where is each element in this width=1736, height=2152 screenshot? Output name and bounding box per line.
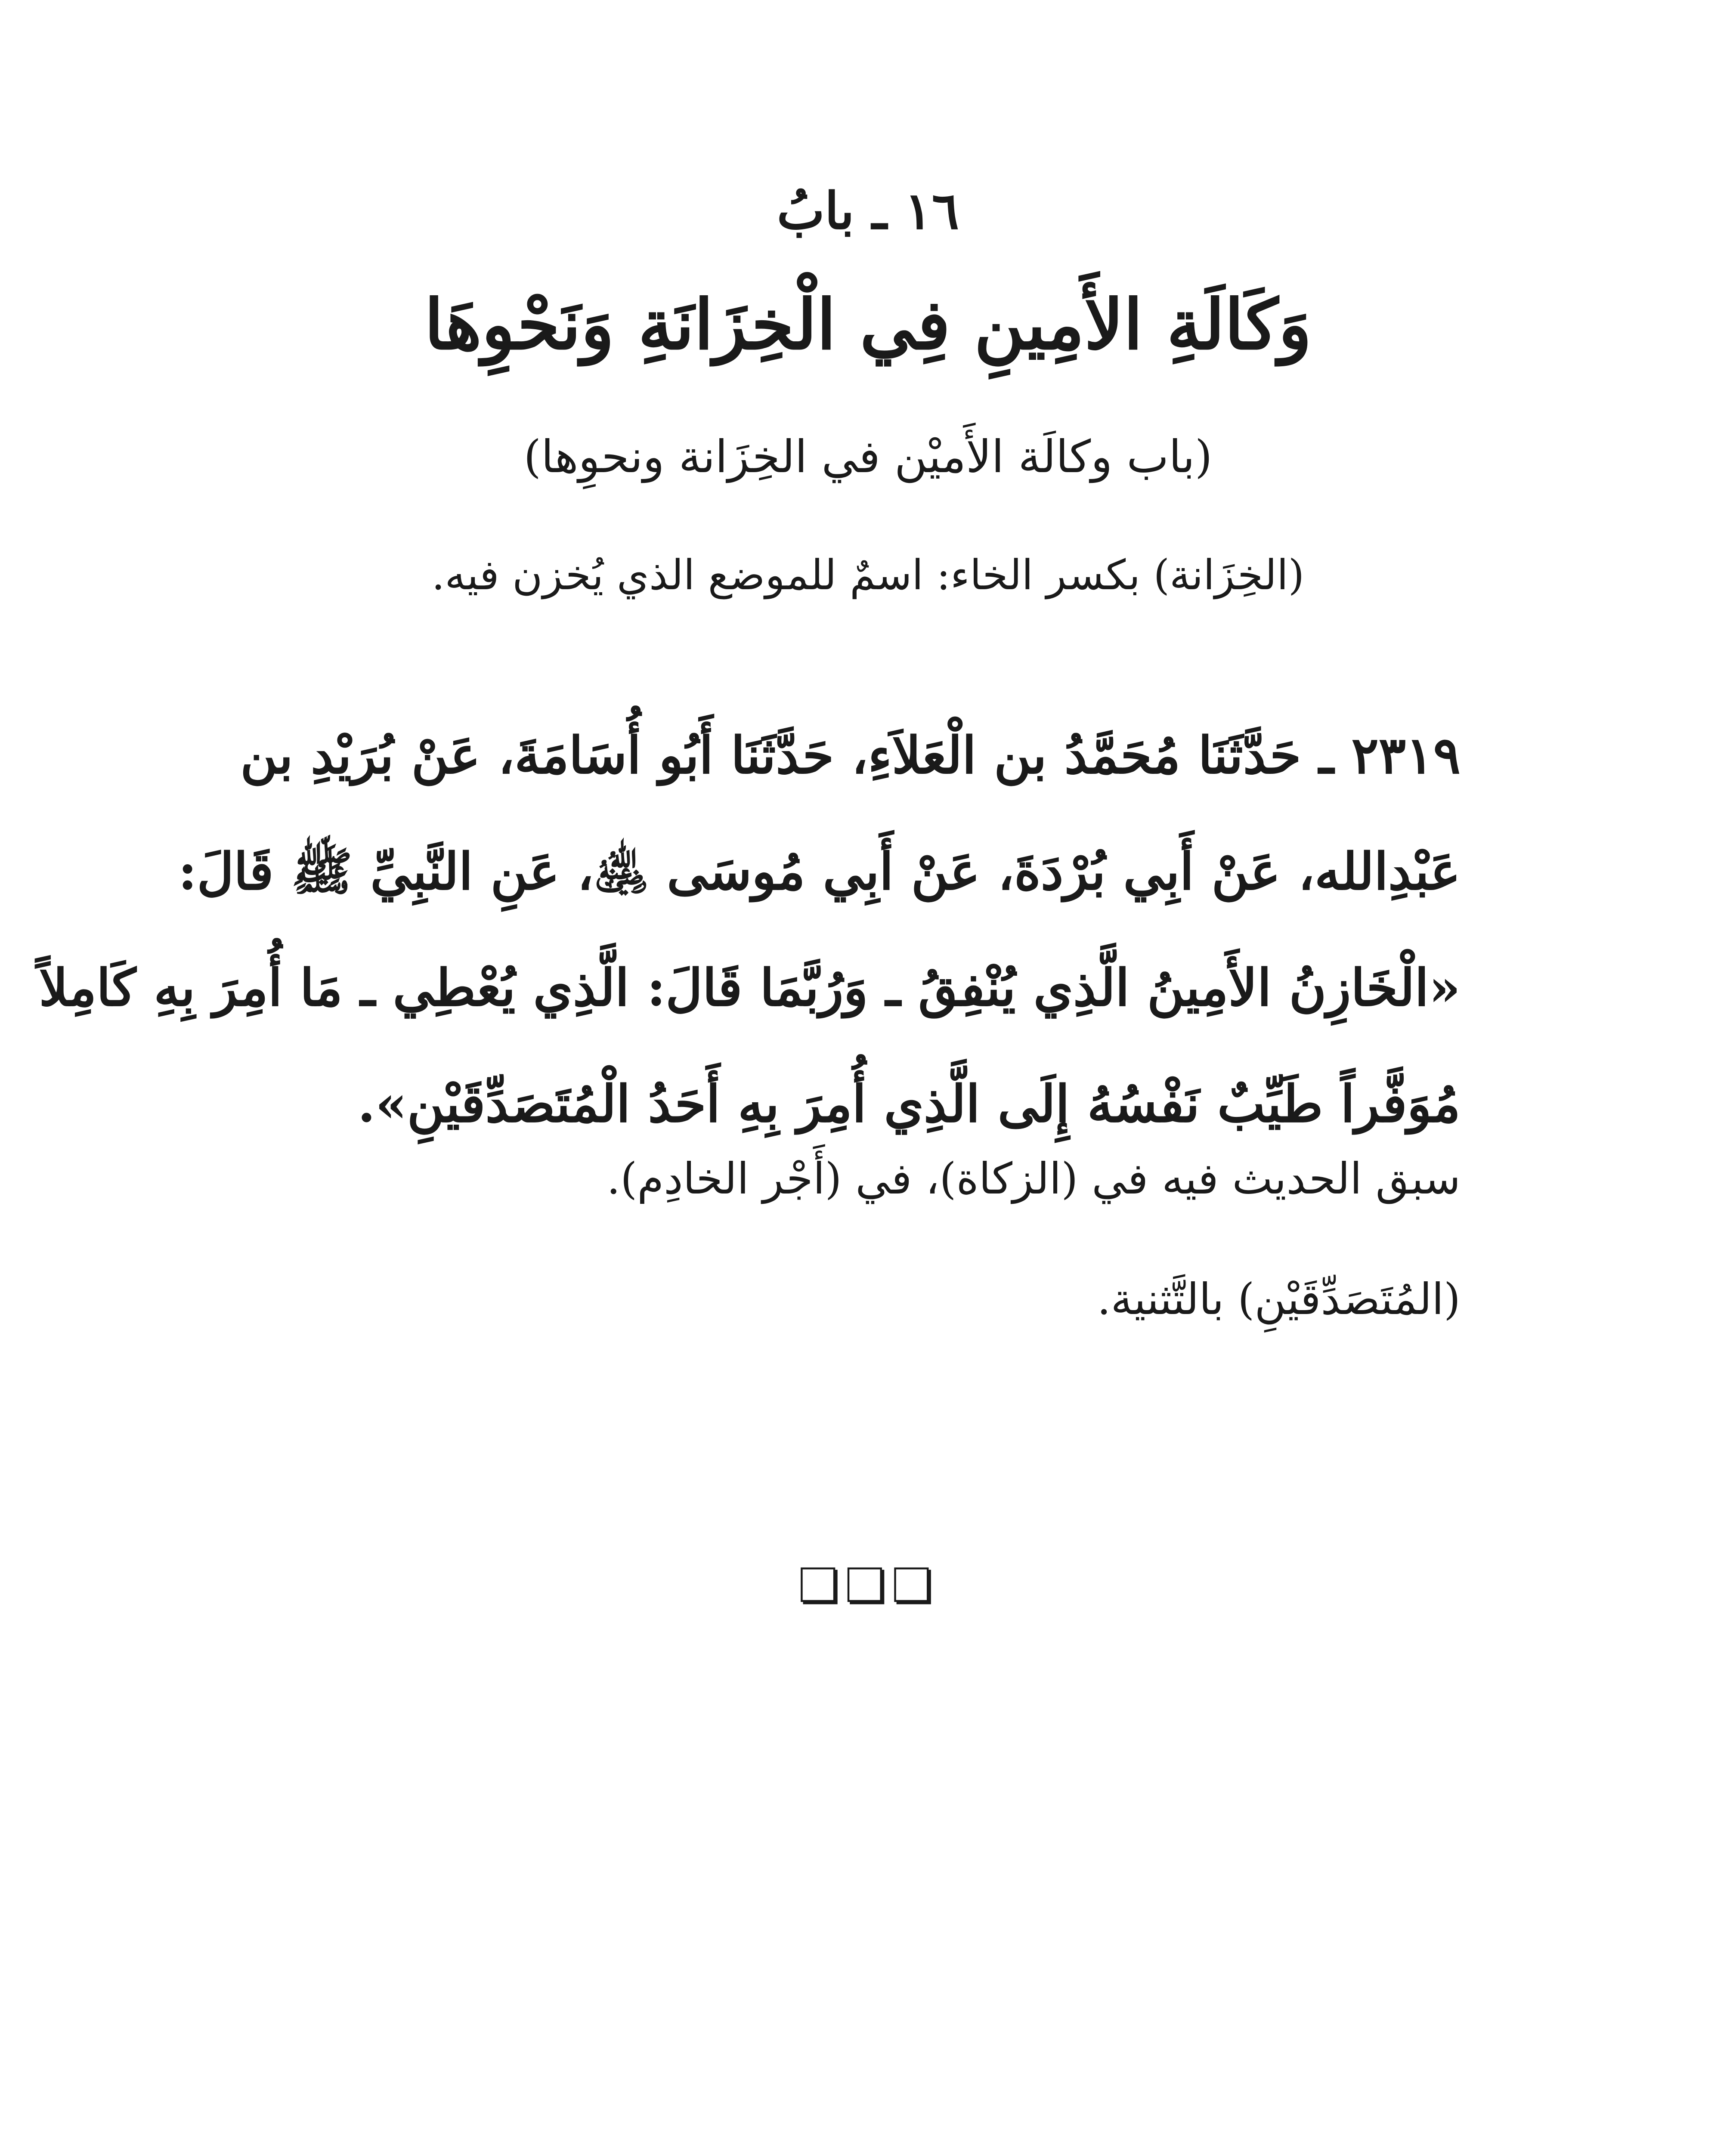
chapter-label: ١٦ ـ بابُ bbox=[777, 181, 959, 241]
hadith-line: ٢٣١٩ ـ حَدَّثَنَا مُحَمَّدُ بن الْعَلاَءِ، حَدَّثَنَا أَبُو أُسَامَةَ، عَنْ بُرَيْدِ بن bbox=[240, 725, 1461, 785]
hadith-line: «الْخَازِنُ الأَمِينُ الَّذِي يُنْفِقُ ـ وَرُبَّمَا قَالَ: الَّذِي يُعْطِي ـ مَا أُمِرَ بِهِ كَامِلاً bbox=[39, 958, 1461, 1017]
chapter-heading: وَكَالَةِ الأَمِينِ فِي الْخِزَانَةِ وَنَحْوِهَا bbox=[424, 284, 1312, 365]
hadith-line: عَبْدِالله، عَنْ أَبِي بُرْدَةَ، عَنْ أَبِي مُوسَى ﵁، عَنِ النَّبِيِّ ﷺ قَالَ: bbox=[178, 841, 1461, 901]
hadith-text bbox=[39, 697, 1461, 1162]
commentary-line: سبق الحديث فيه في (الزكاة)، في (أَجْر الخادِم). bbox=[607, 1153, 1461, 1204]
sub-heading: (باب وكالَة الأَميْن في الخِزَانة ونحوِها) bbox=[523, 430, 1213, 483]
commentary-line: (المُتَصَدِّقَيْنِ) بالتَّثنية. bbox=[1097, 1274, 1461, 1324]
hadith-line: مُوَفَّراً طَيِّبٌ نَفْسُهُ إِلَى الَّذِي أُمِرَ بِهِ أَحَدُ الْمُتَصَدِّقَيْنِ». bbox=[357, 1074, 1461, 1134]
explanatory-note: (الخِزَانة) بكسر الخاء: اسمٌ للموضع الذي يُخزن فيه. bbox=[431, 551, 1305, 599]
section-divider-ornament: ❏❏❏ bbox=[798, 1558, 938, 1613]
